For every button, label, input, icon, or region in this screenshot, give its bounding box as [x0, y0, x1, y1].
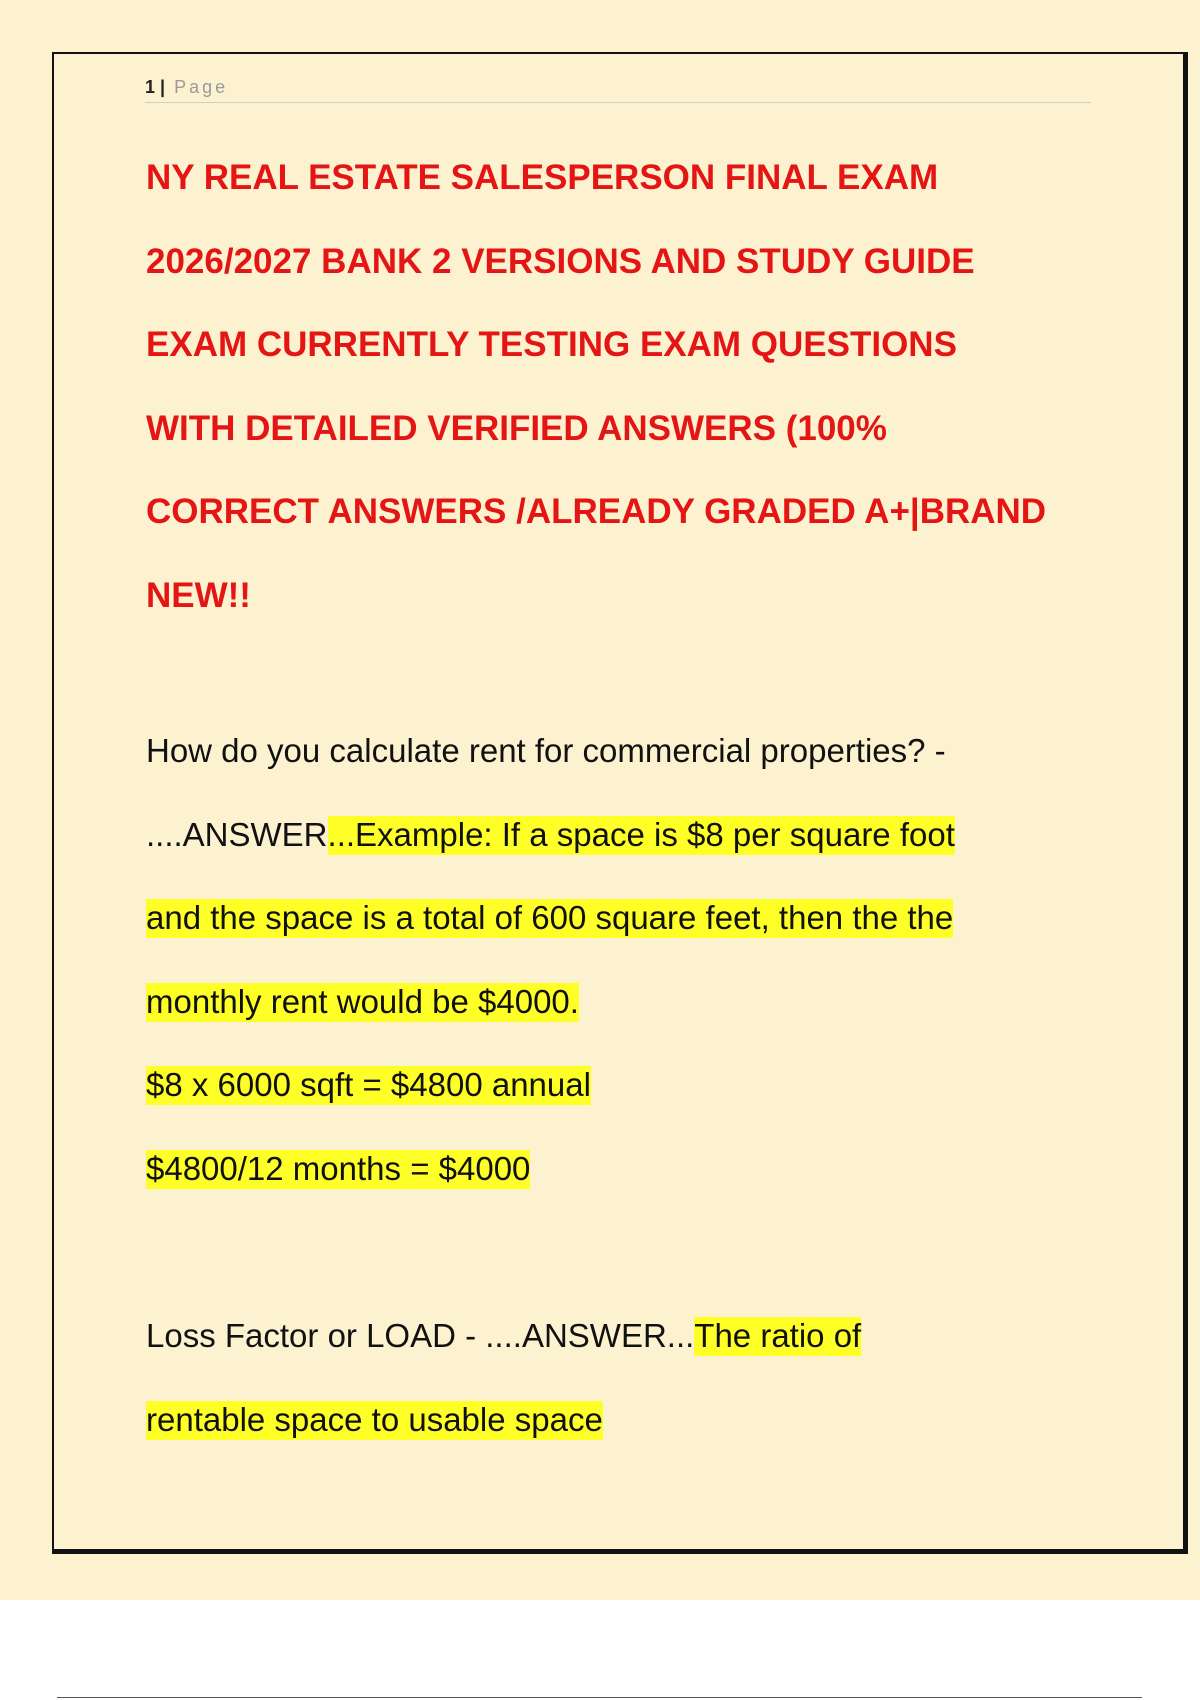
page-number: 1 — [145, 77, 156, 97]
question-line — [146, 1294, 1126, 1378]
answer-highlight: $8 x 6000 sqft = $4800 annual — [146, 1066, 591, 1103]
qa-item-rent-calculation — [146, 709, 1126, 1210]
page-header — [145, 72, 1091, 103]
answer-line — [146, 1378, 1126, 1462]
answer-line — [146, 1043, 1126, 1127]
page-label: Page — [174, 77, 229, 97]
title-line-2: 2026/2027 BANK 2 VERSIONS AND STUDY GUIDE — [146, 241, 975, 281]
answer-highlight: $4800/12 months = $4000 — [146, 1149, 531, 1187]
answer-line — [146, 1127, 1126, 1211]
document-title — [146, 136, 1106, 637]
next-page-rule — [57, 1697, 1142, 1698]
answer-line — [146, 793, 1126, 877]
answer-highlight: The ratio of — [694, 1317, 862, 1354]
answer-highlight: monthly rent would be $4000. — [146, 982, 579, 1020]
title-line-4: WITH DETAILED VERIFIED ANSWERS (100% — [146, 408, 887, 448]
answer-line — [146, 960, 1126, 1044]
question-text: How do you calculate rent for commercial properties? - — [146, 732, 946, 769]
answer-marker: ....ANSWER — [146, 815, 328, 853]
answer-line — [146, 876, 1126, 960]
answer-highlight: rentable space to usable space — [146, 1400, 603, 1438]
question-text: Loss Factor or LOAD - ....ANSWER... — [146, 1317, 695, 1354]
qa-item-loss-factor — [146, 1294, 1126, 1461]
title-line-3: EXAM CURRENTLY TESTING EXAM QUESTIONS — [146, 325, 957, 364]
title-line-5: CORRECT ANSWERS /ALREADY GRADED A+|BRAND — [146, 492, 1047, 531]
answer-highlight: and the space is a total of 600 square feet, then the the — [146, 899, 954, 936]
title-line-6: NEW!! — [146, 575, 251, 615]
answer-highlight: ...Example: If a space is $8 per square foot — [327, 815, 955, 853]
title-line-1: NY REAL ESTATE SALESPERSON FINAL EXAM — [146, 158, 939, 197]
page-separator: | — [160, 77, 166, 97]
